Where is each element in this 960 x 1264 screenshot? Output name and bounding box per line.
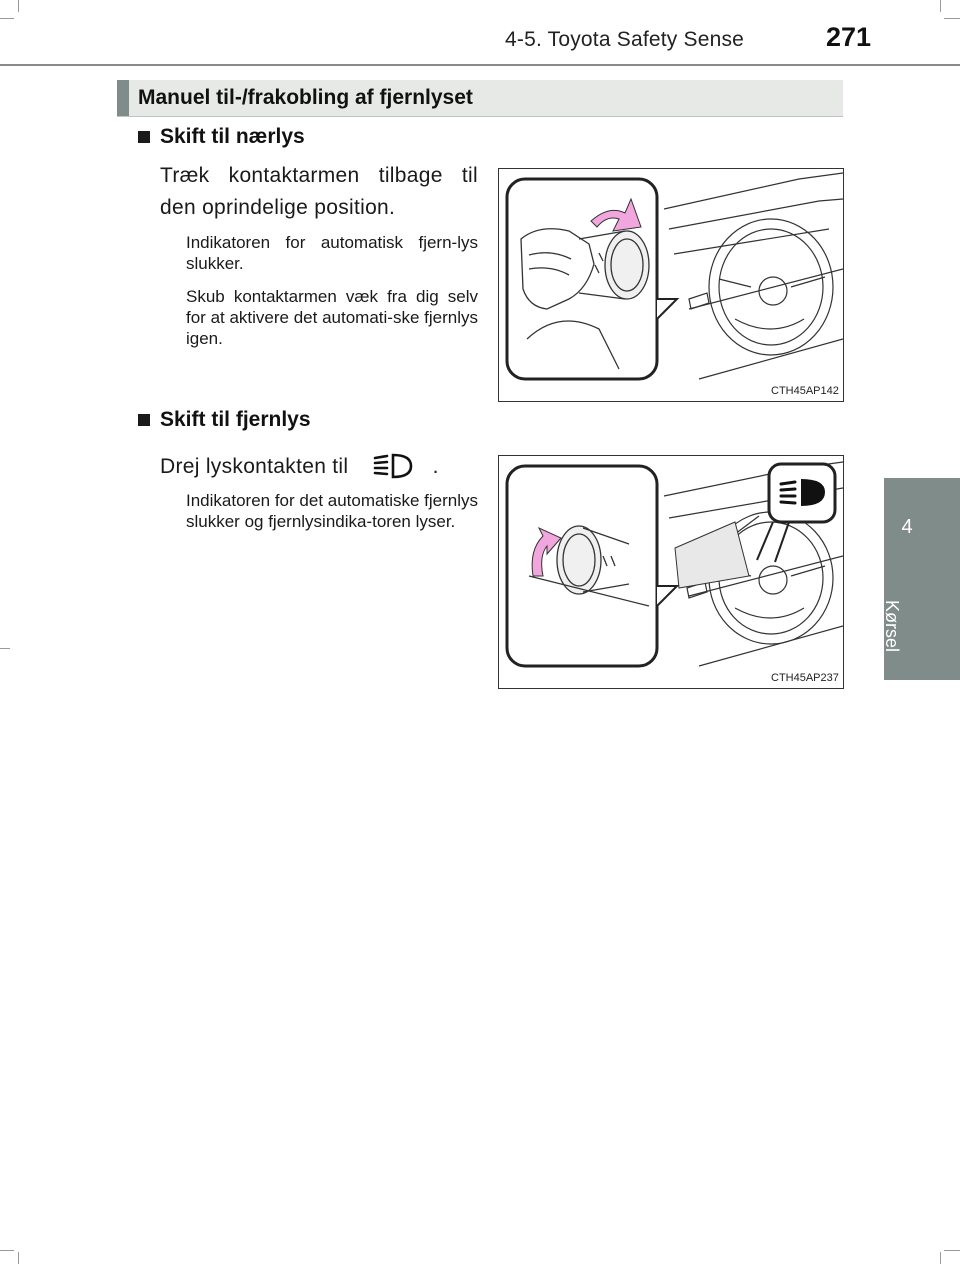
page-number: 271 bbox=[826, 22, 872, 52]
crop-mark bbox=[0, 18, 14, 19]
bullet-square bbox=[138, 131, 150, 143]
note-high-beam-1: Indikatoren for det automatiske fjernlys slukker og fjernlysindika-toren lyser. bbox=[186, 491, 478, 531]
crop-mark bbox=[18, 0, 19, 12]
header-rule bbox=[0, 64, 960, 66]
crop-mark bbox=[944, 1250, 960, 1251]
crop-mark bbox=[940, 0, 941, 12]
note-low-beam-2: Skub kontaktarmen væk fra dig selv for at aktivere det automati-ske fjernlys igen. bbox=[186, 287, 478, 348]
instruction-high-beam-period: . bbox=[432, 455, 439, 478]
illustration-high-beam-drawing bbox=[499, 456, 843, 688]
illustration-high-beam bbox=[498, 455, 844, 689]
high-beam-icon bbox=[373, 453, 413, 479]
subheading-high-beam: Skift til fjernlys bbox=[160, 408, 311, 431]
chapter-number: 4 bbox=[901, 516, 913, 538]
crop-mark bbox=[940, 1252, 941, 1264]
note-low-beam-1: Indikatoren for automatisk fjern-lys slukker. bbox=[186, 233, 478, 273]
section-title: Manuel til-/frakobling af fjernlyset bbox=[138, 86, 473, 109]
illustration-low-beam-drawing bbox=[499, 169, 843, 401]
instruction-high-beam-text: Drej lyskontakten til bbox=[160, 455, 349, 478]
instruction-low-beam: Træk kontaktarmen tilbage til den oprindelige position. bbox=[160, 164, 478, 219]
crop-mark bbox=[18, 1252, 19, 1264]
illustration-low-beam bbox=[498, 168, 844, 402]
instruction-high-beam bbox=[160, 451, 480, 483]
crop-mark bbox=[0, 1250, 14, 1251]
crop-mark bbox=[0, 648, 10, 649]
running-header-section: 4-5. Toyota Safety Sense bbox=[505, 28, 745, 51]
figure-code: CTH45AP237 bbox=[771, 672, 839, 684]
bullet-square bbox=[138, 414, 150, 426]
section-title-accent bbox=[117, 80, 129, 116]
chapter-name: Kørsel bbox=[882, 600, 902, 653]
subheading-low-beam: Skift til nærlys bbox=[160, 125, 305, 148]
crop-mark bbox=[944, 18, 960, 19]
figure-code: CTH45AP142 bbox=[771, 385, 839, 397]
